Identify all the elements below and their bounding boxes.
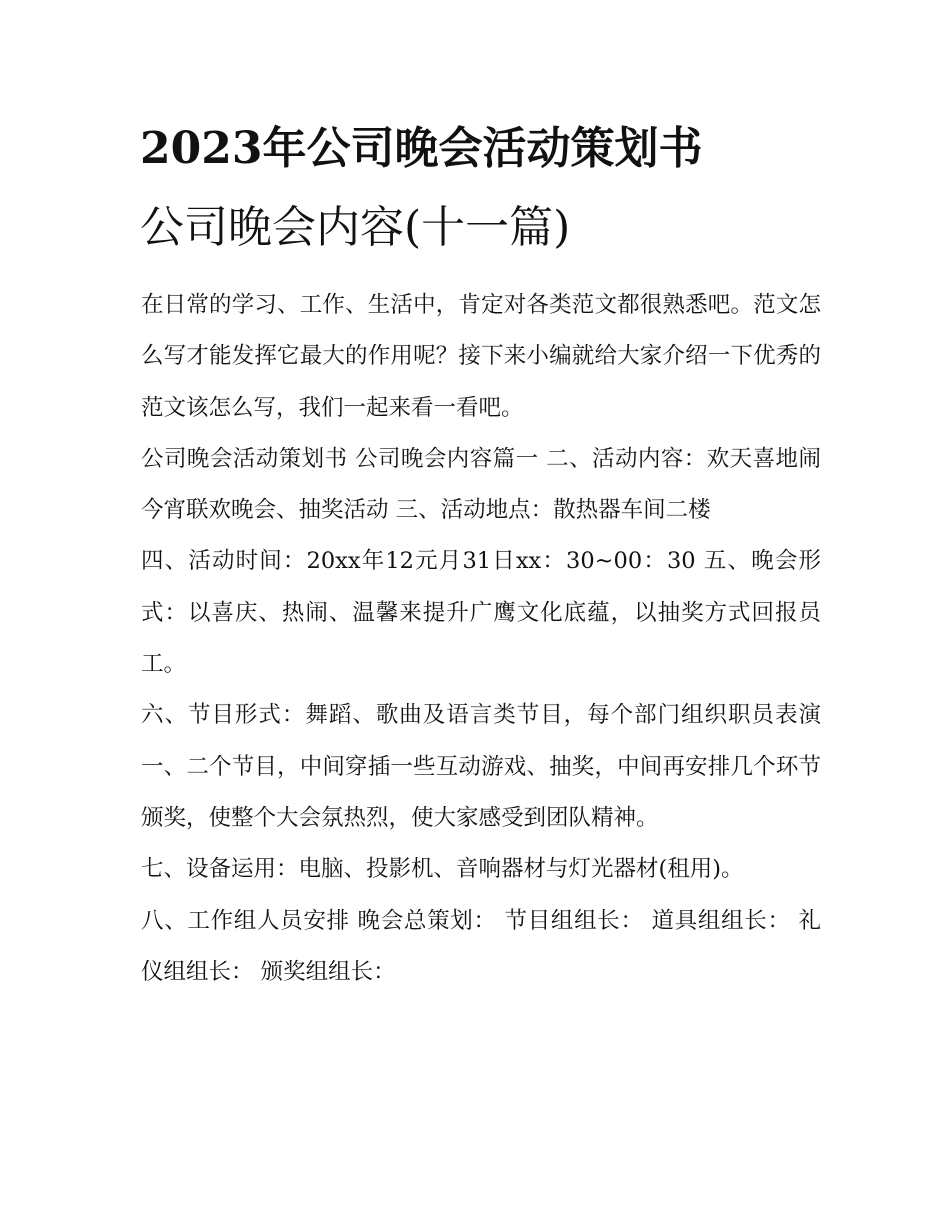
document-title: 2023年公司晚会活动策划书 [140, 123, 703, 174]
paragraph-staff-arrangement: 八、工作组人员安排 晚会总策划： 节目组组长： 道具组组长： 礼仪组组长： 颁奖组组长： [141, 907, 821, 985]
document-body [141, 280, 821, 998]
paragraph-program-format: 六、节目形式：舞蹈、歌曲及语言类节目，每个部门组织职员表演一、二个节目，中间穿插一些互动游戏、抽奖，中间再安排几个环节颁奖，使整个大会氛热烈，使大家感受到团队精神。 [141, 702, 821, 831]
paragraph-equipment: 七、设备运用：电脑、投影机、音响器材与灯光器材(租用)。 [141, 856, 744, 883]
paragraph-intro: 在日常的学习、工作、生活中，肯定对各类范文都很熟悉吧。范文怎么写才能发挥它最大的作用呢？接下来小编就给大家介绍一下优秀的范文该怎么写，我们一起来看一看吧。 [141, 292, 821, 421]
paragraph-activity-time: 四、活动时间：20xx年12元月31日xx：30~00：30 五、晚会形式：以喜庆、热闹、温馨来提升广鹰文化底蕴，以抽奖方式回报员工。 [141, 548, 821, 678]
document-subtitle: 公司晚会内容(十一篇) [140, 202, 571, 253]
paragraph-activity-content: 公司晚会活动策划书 公司晚会内容篇一 二、活动内容：欢天喜地闹今宵联欢晚会、抽奖活动 三、活动地点：散热器车间二楼 [141, 445, 821, 524]
